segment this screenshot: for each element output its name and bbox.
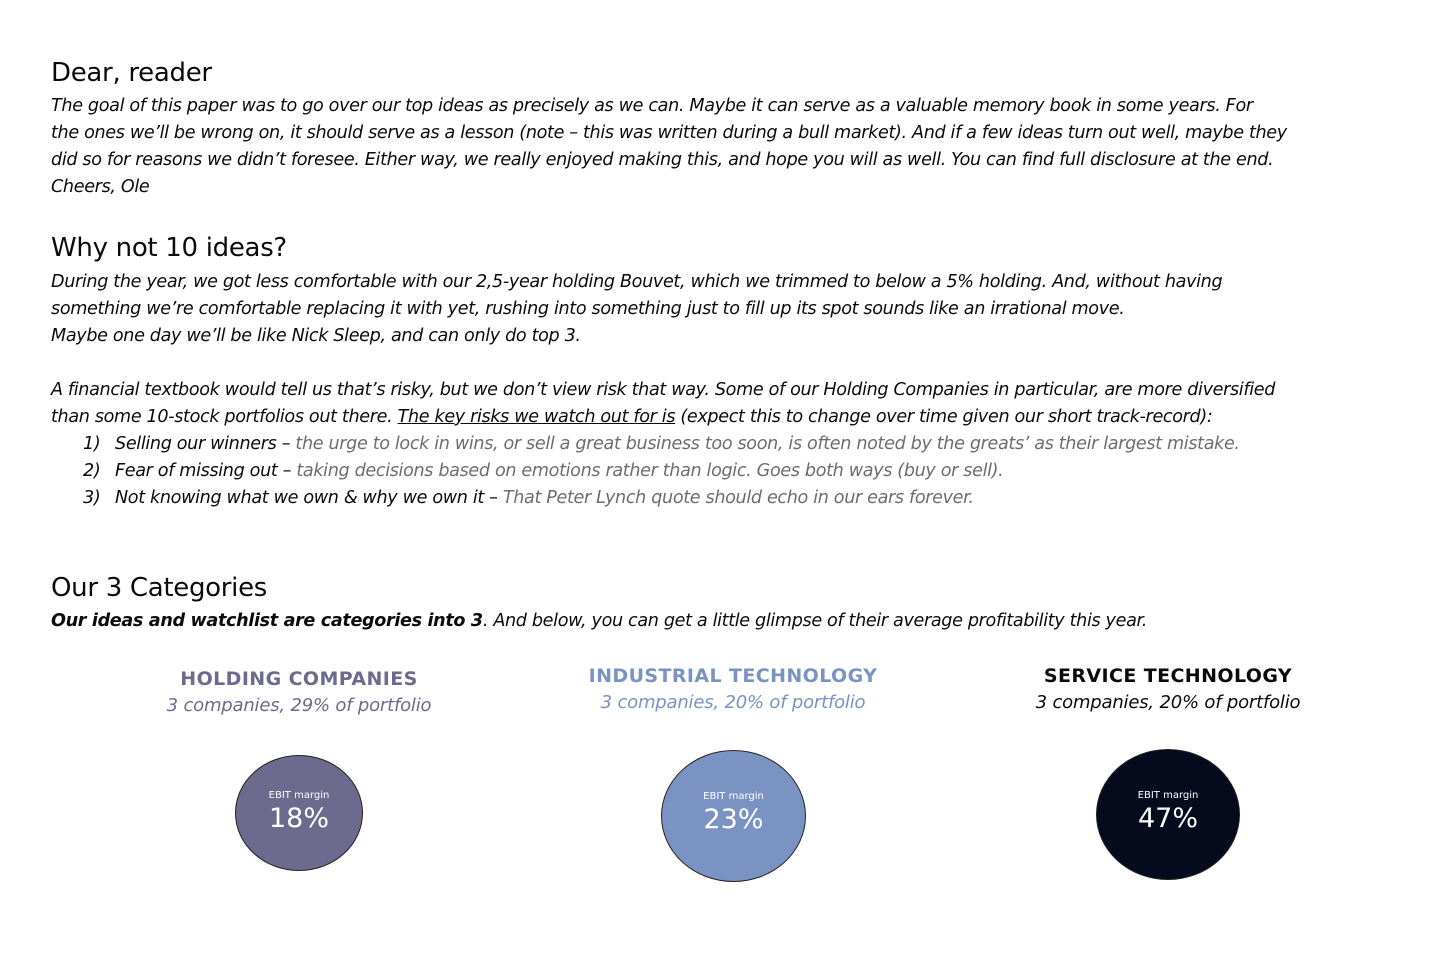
paragraph-line: something we’re comfortable replacing it with yet, rushing into something just to fill up its spot sounds like an irrational move. (51, 299, 1125, 319)
list-number: 2) (83, 461, 101, 481)
risk-description: taking decisions based on emotions rather than logic. Goes both ways (buy or sell). (296, 461, 1004, 481)
risk-title: Fear of missing out – (115, 461, 297, 481)
paragraph-line: During the year, we got less comfortable with our 2,5-year holding Bouvet, which we trimmed to below a 5% holding. And, without having (51, 272, 1223, 292)
risk-intro-end: (expect this to change over time given our short track-record): (675, 407, 1213, 427)
ebit-margin-value: 18% (268, 803, 329, 834)
dear-reader-paragraph (51, 93, 1287, 201)
risk-intro-text: than some 10-stock portfolios out there. (51, 407, 398, 427)
why-not-10-heading: Why not 10 ideas? (51, 233, 287, 263)
category-title: HOLDING COMPANIES (180, 668, 418, 690)
list-item (83, 458, 1240, 485)
ebit-margin-label: EBIT margin (703, 791, 764, 802)
category-holding-companies (89, 666, 509, 720)
list-number: 3) (83, 488, 101, 508)
ebit-margin-circle-industrial (661, 750, 806, 882)
ebit-margin-circle-holding (235, 755, 363, 871)
categories-intro-rest: . And below, you can get a little glimpse of their average profitability this year. (482, 611, 1148, 631)
paragraph-line: did so for reasons we didn’t foresee. Either way, we really enjoyed making this, and hope you will as well. You can find full disclosure at the end. (51, 150, 1274, 170)
categories-intro-bold: Our ideas and watchlist are categories into 3 (51, 611, 483, 631)
paragraph-line (51, 404, 1275, 431)
list-item (83, 485, 1240, 512)
signature-line: Cheers, Ole (51, 177, 150, 197)
ebit-margin-value: 23% (703, 804, 764, 835)
risk-paragraph (51, 377, 1275, 431)
risk-description: the urge to lock in wins, or sell a great business too soon, is often noted by the greats’ as their largest mistake. (295, 434, 1240, 454)
risk-title: Selling our winners – (115, 434, 296, 454)
categories-heading: Our 3 Categories (51, 573, 268, 603)
ebit-margin-value: 47% (1137, 803, 1198, 834)
category-industrial-technology (523, 663, 943, 717)
ebit-margin-label: EBIT margin (268, 790, 330, 801)
categories-intro (51, 608, 1147, 635)
risk-title: Not knowing what we own & why we own it – (115, 488, 503, 508)
paragraph-line: Maybe one day we’ll be like Nick Sleep, and can only do top 3. (51, 326, 581, 346)
list-number: 1) (83, 434, 101, 454)
category-title: INDUSTRIAL TECHNOLOGY (588, 665, 878, 687)
category-subtitle: 3 companies, 20% of portfolio (1035, 692, 1301, 713)
risk-description: That Peter Lynch quote should echo in our ears forever. (502, 488, 974, 508)
paragraph-line: the ones we’ll be wrong on, it should serve as a lesson (note – this was written during a bull market). And if a few ideas turn out well, maybe they (51, 123, 1287, 143)
paragraph-line: A financial textbook would tell us that’s risky, but we don’t view risk that way. Some of our Holding Companies in particular, are more diversified (51, 380, 1276, 400)
list-item (83, 431, 1240, 458)
ebit-margin-circle-service (1096, 749, 1240, 880)
category-subtitle: 3 companies, 20% of portfolio (600, 692, 866, 713)
category-title: SERVICE TECHNOLOGY (1043, 665, 1293, 687)
ebit-margin-label: EBIT margin (1137, 790, 1199, 801)
why-not-10-paragraph (51, 269, 1222, 350)
paragraph-line: The goal of this paper was to go over our top ideas as precisely as we can. Maybe it can serve as a valuable memory book in some years. For (51, 96, 1253, 116)
category-subtitle: 3 companies, 29% of portfolio (166, 695, 432, 716)
key-risks-list (83, 431, 1240, 512)
category-service-technology (958, 663, 1378, 717)
dear-reader-heading: Dear, reader (51, 58, 212, 88)
key-risks-underlined: The key risks we watch out for is (397, 407, 676, 427)
